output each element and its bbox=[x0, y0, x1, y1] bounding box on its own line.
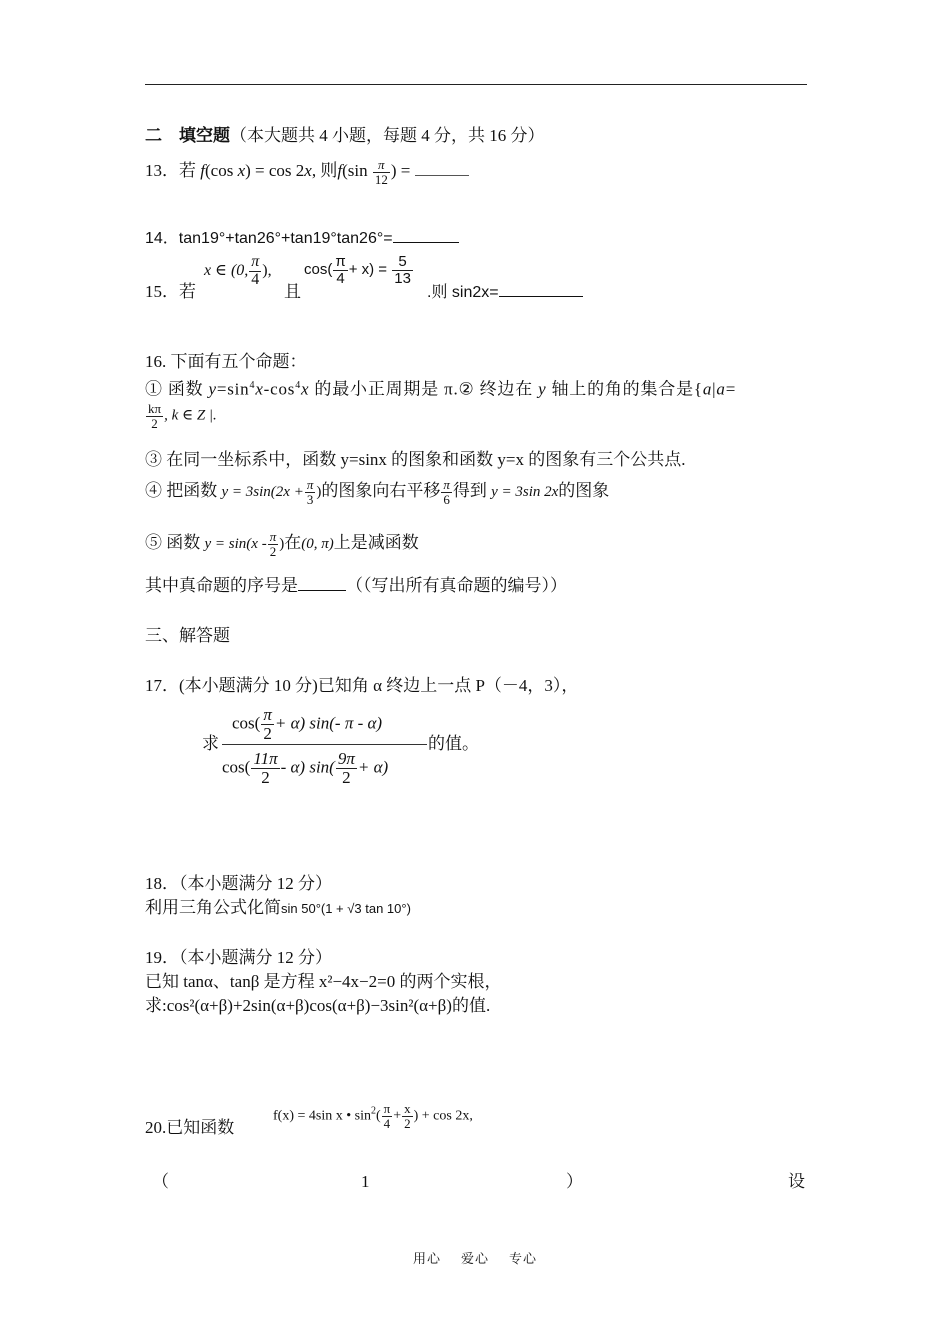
q16-p5-den: 2 bbox=[269, 543, 277, 559]
q16-p1-a2: a bbox=[716, 379, 726, 399]
q16-p1-mid: 的最小正周期是 π.② 终边在 bbox=[309, 379, 539, 399]
q20-part-num: 1 bbox=[361, 1172, 370, 1191]
q20-expr-b: ( bbox=[375, 1108, 381, 1124]
q16-p4-den: 3 bbox=[306, 491, 314, 507]
q15-cond2-a: cos( bbox=[304, 261, 333, 279]
q16-p1-x1: x bbox=[255, 379, 264, 399]
q13-frac-den: 12 bbox=[374, 171, 388, 187]
q16-proposition-3 bbox=[145, 448, 686, 472]
q16-p2-den: 2 bbox=[151, 415, 158, 431]
q15-number: 15．若 bbox=[145, 282, 196, 301]
q13-sin: (sin bbox=[342, 161, 368, 181]
q15-cond1-b: ), bbox=[262, 261, 272, 279]
q16-ask-a: 其中真命题的序号是 bbox=[145, 576, 298, 595]
q16-p2-tail: , k ∈ Z |. bbox=[164, 407, 217, 424]
q17-bot-b: - α) sin( bbox=[280, 757, 335, 777]
q13-fraction bbox=[373, 158, 390, 186]
q16-p4-a: ④ 把函数 bbox=[145, 481, 218, 501]
q20-part-number bbox=[361, 1170, 370, 1194]
q20-lead-text: 20.已知函数 bbox=[145, 1118, 235, 1137]
q20-tail-text: 设 bbox=[788, 1172, 805, 1191]
q15-cond2-num: π bbox=[335, 253, 346, 270]
q15-tail bbox=[427, 280, 583, 305]
q16-p4-d: 的图象向右平移 bbox=[321, 481, 441, 501]
q13-f: f bbox=[200, 161, 205, 181]
q17-bot-a: cos( bbox=[222, 757, 251, 777]
q18-body-text: 利用三角公式化简 bbox=[145, 898, 281, 917]
section2-title: 二 填空题 bbox=[145, 126, 230, 145]
q15-cond1-frac bbox=[249, 254, 261, 289]
q20-plus: + bbox=[393, 1108, 402, 1124]
q17-numerator bbox=[232, 706, 382, 743]
q13-f2: f bbox=[337, 161, 343, 181]
question-14 bbox=[145, 226, 459, 251]
q16-proposition-4 bbox=[145, 478, 609, 506]
q15-and bbox=[284, 280, 301, 304]
q15-val-num: 5 bbox=[392, 254, 413, 271]
q16-p4-shift-den: 6 bbox=[443, 491, 450, 507]
q20-expr-sup: 2 bbox=[370, 1105, 376, 1117]
q15-condition2 bbox=[304, 254, 414, 287]
q16-p1-x2: x bbox=[301, 379, 310, 399]
q16-p5-expr: y = sin(x - bbox=[204, 536, 267, 553]
q16-p1-a1: a bbox=[702, 379, 713, 399]
question-13 bbox=[145, 158, 469, 186]
q13-cos: (cos bbox=[204, 161, 234, 181]
q15-answer-blank[interactable] bbox=[499, 280, 583, 297]
q16-p1-exp2: 4 bbox=[295, 380, 302, 391]
q20-frac1 bbox=[382, 1102, 393, 1130]
footer-text-3: 专心 bbox=[509, 1251, 538, 1266]
q16-p4-shift bbox=[441, 478, 452, 506]
q13-lead: 若 bbox=[179, 161, 196, 181]
q18-head bbox=[145, 872, 332, 896]
q20-lead bbox=[145, 1116, 234, 1140]
q16-p5-frac bbox=[268, 530, 279, 558]
q20-part-open bbox=[152, 1170, 169, 1194]
page-footer bbox=[0, 1248, 950, 1267]
q20-open-paren: （ bbox=[152, 1172, 169, 1191]
q16-p5-num: π bbox=[269, 529, 277, 544]
q17-fraction-bar bbox=[222, 744, 427, 745]
q20-num2: x bbox=[404, 1101, 411, 1116]
q13-equals: ) = bbox=[390, 161, 411, 181]
section3-title: 三、解答题 bbox=[145, 626, 230, 645]
footer-text-2: 爱心 bbox=[460, 1251, 489, 1266]
q16-p4-result: y = 3sin 2x bbox=[491, 484, 559, 501]
q20-expr-a: f(x) = 4sin x • sin bbox=[273, 1108, 371, 1124]
q16-p1-bar: | bbox=[712, 379, 717, 399]
q16-ask bbox=[145, 574, 567, 598]
q15-tail-text: .则 sin2x= bbox=[427, 284, 499, 301]
q14-answer-blank[interactable] bbox=[393, 226, 459, 243]
q18-expression: sin 50°(1 + √3 tan 10°) bbox=[281, 901, 411, 916]
q16-intro bbox=[145, 350, 307, 374]
q20-part-tail bbox=[788, 1170, 805, 1194]
q16-ask-b: （（写出所有真命题的编号）） bbox=[346, 576, 567, 595]
q16-proposition-5 bbox=[145, 530, 419, 558]
q16-p1-y: y bbox=[208, 379, 217, 399]
q13-then: , 则 bbox=[311, 161, 338, 181]
q15-cond2-b: + x) = bbox=[348, 261, 388, 279]
q16-p1-set: 轴上的角的集合是{ bbox=[546, 379, 703, 399]
q17-top-den: 2 bbox=[263, 723, 272, 743]
q16-p4-num: π bbox=[306, 477, 314, 492]
q15-cond1-num: π bbox=[251, 253, 260, 270]
q16-proposition-2-tail bbox=[145, 402, 217, 430]
q17-top-a: cos( bbox=[232, 713, 261, 733]
q19-line1-text: 已知 tanα、tanβ 是方程 x²−4x−2=0 的两个实根， bbox=[145, 972, 502, 991]
q16-p4-close: ) bbox=[316, 484, 322, 501]
q15-value-frac bbox=[392, 254, 413, 287]
section2-note: （本大题共 4 小题，每题 4 分，共 16 分） bbox=[230, 126, 545, 145]
q16-p5-interval: (0, π) bbox=[301, 536, 334, 553]
q19-line1 bbox=[145, 970, 501, 994]
q13-x2: x bbox=[304, 161, 312, 181]
q20-num1: π bbox=[383, 1101, 391, 1116]
q15-val-den: 13 bbox=[394, 269, 411, 287]
q16-proposition-1-2 bbox=[145, 374, 736, 402]
q16-p5-close: ) bbox=[279, 536, 285, 553]
q18-head-text: 18．（本小题满分 12 分） bbox=[145, 874, 332, 893]
section3-heading bbox=[145, 624, 230, 648]
q13-eq: ) = cos 2 bbox=[245, 161, 305, 181]
q16-p1-y2: y bbox=[538, 379, 547, 399]
q16-p1-cos: -cos bbox=[263, 379, 296, 399]
q17-ask bbox=[202, 732, 219, 756]
q15-cond1-a: x ∈ (0, bbox=[204, 261, 249, 279]
q16-p1-eq: = bbox=[725, 379, 737, 399]
q14-text: 14．tan19°+tan26°+tan19°tan26°= bbox=[145, 230, 393, 247]
q20-close-paren: ） bbox=[566, 1172, 583, 1191]
q17-bot-c: + α) bbox=[357, 757, 389, 777]
q16-p4-shift-num: π bbox=[443, 477, 450, 492]
q20-frac2 bbox=[402, 1102, 413, 1130]
q16-p4-frac bbox=[305, 478, 316, 506]
q13-x: x bbox=[237, 161, 246, 181]
q17-top-b: + α) sin(- π - α) bbox=[274, 713, 383, 733]
q20-expr-c: ) + cos 2x, bbox=[413, 1108, 473, 1124]
q16-p2-frac bbox=[146, 402, 163, 430]
q13-number: 13． bbox=[145, 161, 179, 181]
q17-tail bbox=[428, 732, 479, 756]
q16-p1-a: ① 函数 bbox=[145, 379, 209, 399]
q16-p4-g: 的图象 bbox=[558, 481, 610, 501]
q17-bot-frac1 bbox=[251, 750, 279, 787]
q17-bot-num1: 11π bbox=[253, 749, 278, 768]
q19-line2 bbox=[145, 994, 490, 1018]
q19-line2-text: 求:cos²(α+β)+2sin(α+β)cos(α+β)−3sin²(α+β)的值. bbox=[145, 996, 491, 1015]
q17-tail-text: 的值。 bbox=[428, 734, 479, 753]
q17-bot-frac2 bbox=[336, 750, 357, 787]
q16-p5-a: ⑤ 函数 bbox=[145, 533, 201, 553]
q17-line bbox=[145, 674, 578, 698]
q16-answer-blank[interactable] bbox=[298, 574, 346, 591]
q16-p1-exp1: 4 bbox=[249, 380, 256, 391]
top-rule bbox=[145, 84, 807, 85]
q17-text: 17．(本小题满分 10 分)已知角 α 终边上一点 P（－4，3）， bbox=[145, 676, 579, 695]
q15-cond2-frac bbox=[333, 254, 347, 287]
q19-head bbox=[145, 946, 332, 970]
q20-den2: 2 bbox=[404, 1115, 411, 1131]
q19-head-text: 19．（本小题满分 12 分） bbox=[145, 948, 332, 967]
q17-top-frac bbox=[261, 706, 274, 743]
q17-bot-den1: 2 bbox=[261, 767, 270, 787]
q20-den1: 4 bbox=[383, 1115, 391, 1131]
q15-cond1-den: 4 bbox=[251, 270, 260, 288]
q16-intro-text: 16. 下面有五个命题： bbox=[145, 352, 307, 371]
q18-body bbox=[145, 896, 411, 921]
q16-p4-expr: y = 3sin(2x + bbox=[221, 484, 304, 501]
q20-part-close bbox=[566, 1170, 583, 1194]
q17-denominator bbox=[222, 750, 388, 787]
q17-bot-num2: 9π bbox=[337, 749, 355, 768]
q13-frac-num: π bbox=[373, 158, 390, 173]
q15-cond2-den: 4 bbox=[336, 269, 345, 287]
q16-p5-f: 上是减函数 bbox=[333, 533, 419, 553]
q15-condition1 bbox=[204, 254, 272, 289]
q15-and-text: 且 bbox=[284, 282, 301, 301]
q16-p5-in: 在 bbox=[284, 533, 302, 553]
q17-bot-den2: 2 bbox=[342, 767, 351, 787]
q16-p1-sin: =sin bbox=[216, 379, 250, 399]
q17-ask-text: 求 bbox=[202, 734, 219, 753]
section2-heading bbox=[145, 124, 545, 148]
footer-text-1: 用心 bbox=[412, 1251, 441, 1266]
q13-answer-blank[interactable] bbox=[415, 159, 469, 176]
q16-p3-text: ③ 在同一坐标系中，函数 y=sinx 的图象和函数 y=x 的图象有三个公共点. bbox=[145, 450, 686, 469]
q16-p4-e: 得到 bbox=[452, 481, 487, 501]
q17-top-num: π bbox=[263, 705, 272, 724]
question-15 bbox=[145, 280, 196, 304]
q16-p2-num: kπ bbox=[148, 401, 162, 416]
q20-expression bbox=[273, 1102, 473, 1130]
